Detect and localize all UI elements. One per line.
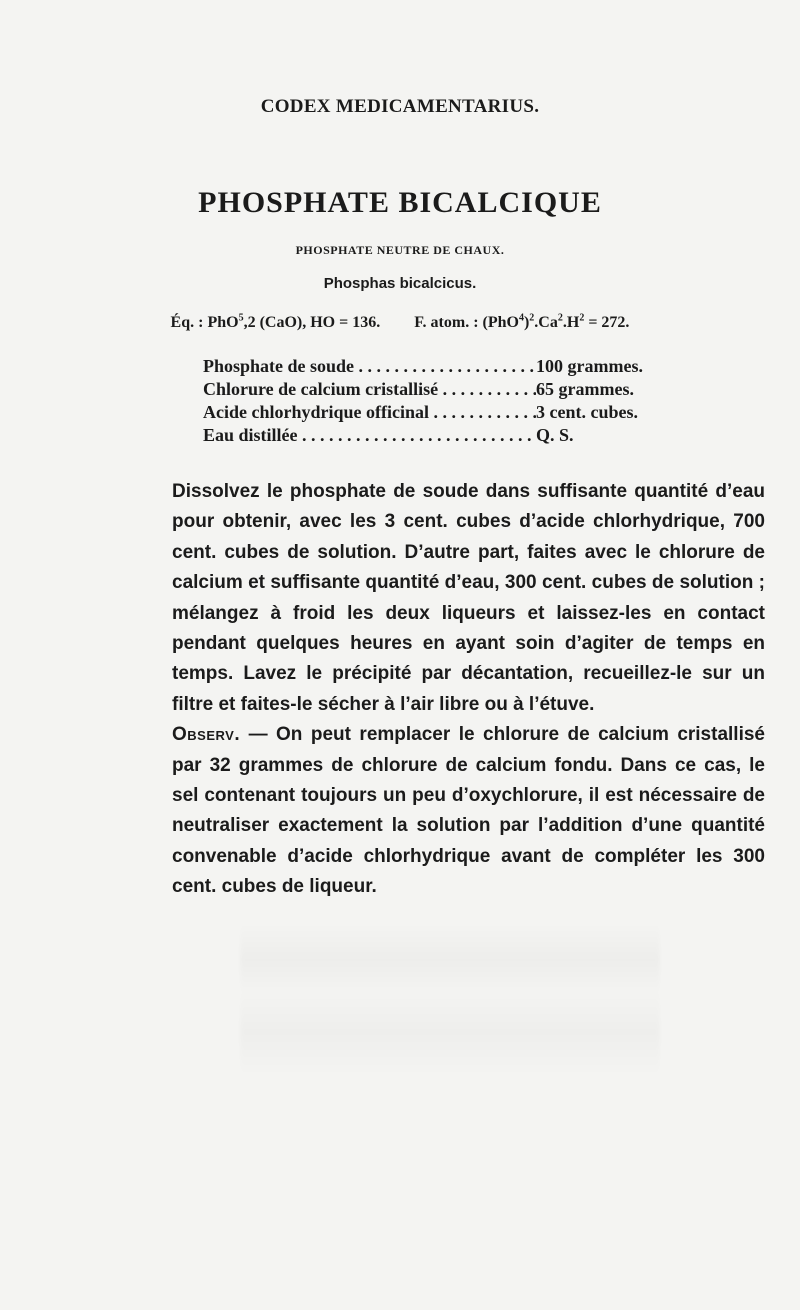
ingredient-quantity: 100 grammes. [536, 356, 643, 376]
ingredient-row [203, 425, 693, 448]
ingredient-name: Acide chlorhydrique officinal . . . [203, 402, 536, 423]
ingredient-quantity: Q. S. [536, 425, 574, 445]
show-through-shadow [240, 920, 660, 1080]
preparation-paragraph: Dissolvez le phosphate de soude dans suffisante quantité d’eau pour obtenir, avec les 3 cent. cubes d’acide chlorhydrique, 700 cent. cubes de solution. D’autre part, faites avec le chlorure de calcium et suffisante quantité d’eau, 300 cent. cubes de solution ; mélangez à froid les deux liqueurs et laissez-les en contact pendant quelques heures en ayant soin d’agiter de temps en temps. Lavez le précipité par décantation, recueillez-le sur un filtre et faites-le sécher à l’air libre ou à l’étuve. [172, 481, 765, 715]
observation-label: Observ. [172, 724, 241, 746]
ingredient-row [203, 379, 693, 402]
ingredient-row [203, 402, 693, 425]
article-title: PHOSPHATE BICALCIQUE [198, 186, 602, 219]
equivalent-formula: Éq. : PhO$^5$,2 (CaO), HO = 136. [170, 313, 381, 332]
observation-paragraph [172, 720, 765, 902]
observation-text: — On peut remplacer le chlorure de calcium cristallisé par 32 grammes de chlorure de calcium fondu. Dans ce cas, le sel contenant toujours un peu d’oxychlorure, il est nécessaire de neutraliser exactement la solution par l’addition d’une quantité convenable d’acide chlorhydrique avant de compléter les 300 cent. cubes de liqueur. [172, 724, 765, 898]
ingredient-quantity: 3 cent. cubes. [536, 402, 638, 422]
ingredient-list [203, 356, 693, 448]
article-body [172, 477, 765, 903]
ingredient-quantity: 65 grammes. [536, 379, 634, 399]
running-head: CODEX MEDICAMENTARIUS. [260, 96, 540, 117]
ingredient-row [203, 356, 693, 379]
article-subtitle: PHOSPHATE NEUTRE DE CHAUX. [295, 243, 505, 257]
ingredient-name: Eau distillée . . . [203, 425, 536, 446]
atomic-formula: F. atom. : $(PhO^4)^2.Ca^2.H^2 = 272$. [414, 313, 630, 332]
ingredient-name: Phosphate de soude . . . [203, 356, 536, 377]
ingredient-name: Chlorure de calcium cristallisé . . . [203, 379, 536, 400]
latin-name: Phosphas bicalcicus. [323, 275, 477, 292]
chemical-formulas [0, 313, 800, 332]
